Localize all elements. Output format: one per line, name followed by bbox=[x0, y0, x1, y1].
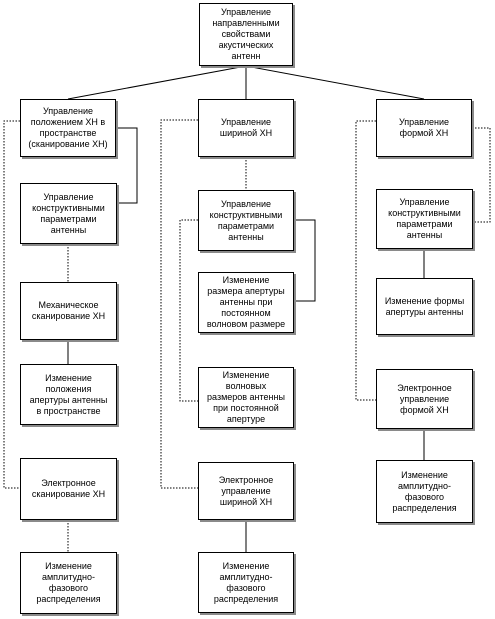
col3-construct-box: Управление конструктивными параметрами антенны bbox=[376, 189, 473, 249]
col3-head-to-construct bbox=[472, 128, 490, 222]
col1-position-box: Изменение положения апертуры антенны в пространстве bbox=[20, 364, 117, 425]
col1-electronic-box: Электронное сканирование ХН bbox=[20, 458, 117, 520]
col1-mech-box: Механическое сканирование ХН bbox=[20, 282, 117, 340]
col3-shape-box: Изменение формы апертуры антенны bbox=[376, 278, 473, 335]
root-to-col1 bbox=[68, 66, 246, 99]
col1-head-box: Управление положением ХН в пространстве (сканирование ХН) bbox=[20, 99, 116, 157]
col2-construct-box: Управление конструктивными параметрами антенны bbox=[198, 190, 294, 251]
col2-construct-to-wave bbox=[180, 220, 198, 401]
col3-amp-box: Изменение амплитудно- фазового распределения bbox=[376, 460, 473, 523]
col1-construct-box: Управление конструктивными параметрами антенны bbox=[20, 183, 117, 244]
col1-head-to-construct bbox=[116, 128, 137, 203]
col2-head-box: Управление шириной ХН bbox=[198, 99, 294, 157]
root-to-col3 bbox=[246, 66, 424, 99]
col2-electronic-box: Электронное управление шириной ХН bbox=[198, 462, 294, 520]
col2-construct-to-size bbox=[294, 220, 315, 301]
col2-amp-box: Изменение амплитудно- фазового распределения bbox=[198, 552, 294, 613]
col1-head-to-electronic bbox=[4, 121, 20, 488]
col3-head-to-electronic bbox=[356, 121, 376, 400]
col2-wave-box: Изменение волновых размеров антенны при постоянной апертуре bbox=[198, 367, 294, 428]
root-box: Управление направленными свойствами акустических антенн bbox=[199, 3, 293, 66]
col3-electronic-box: Электронное управление формой ХН bbox=[376, 369, 473, 429]
col1-amp-box: Изменение амплитудно- фазового распределения bbox=[20, 552, 117, 614]
col2-size-box: Изменение размера апертуры антенны при постоянном волновом размере bbox=[198, 272, 294, 333]
col3-head-box: Управление формой ХН bbox=[376, 99, 472, 157]
